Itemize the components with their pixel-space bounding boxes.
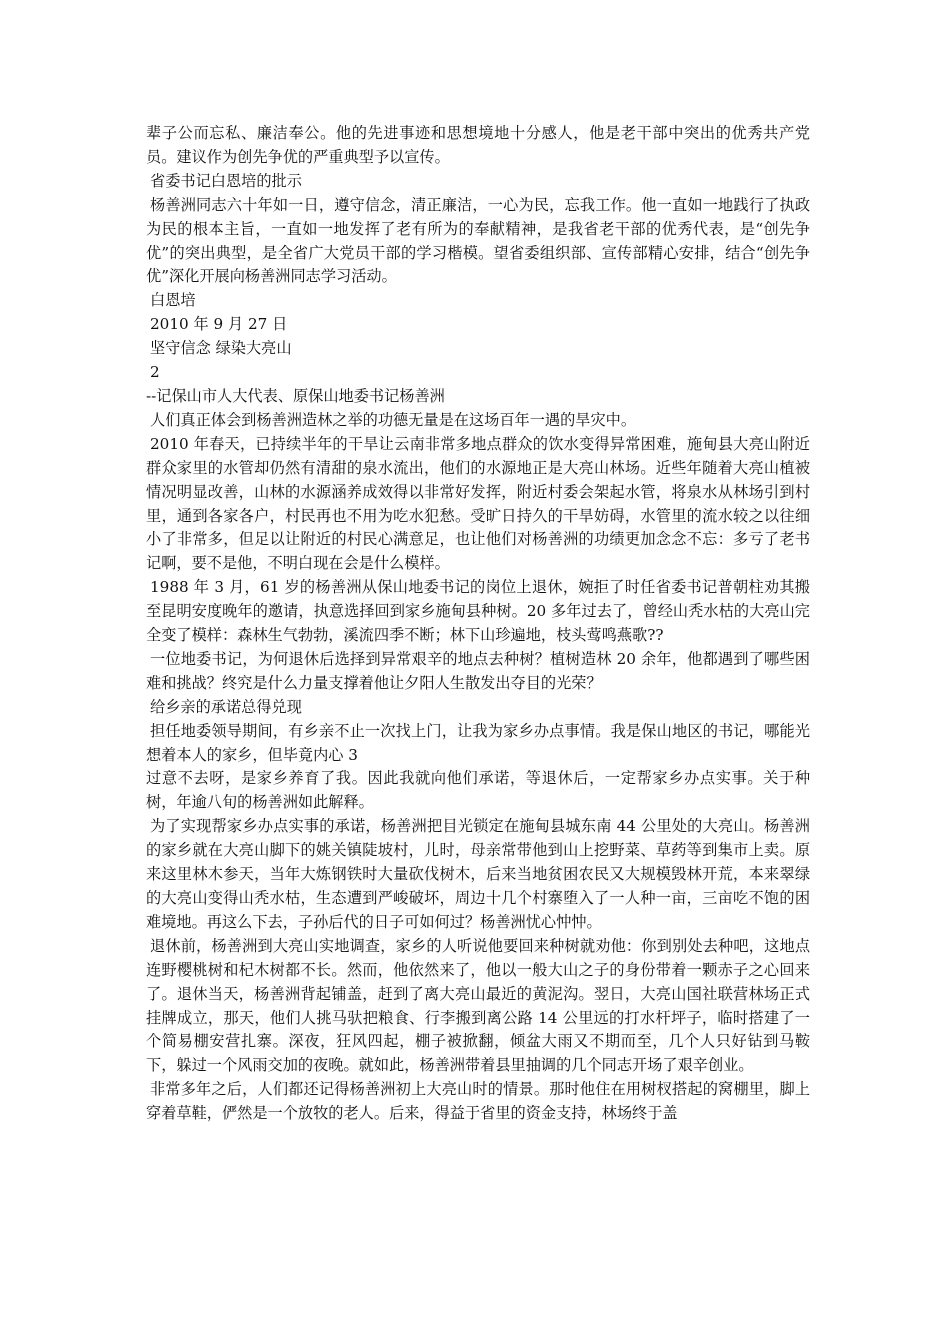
section-title: 坚守信念 绿染大亮山 <box>150 339 292 358</box>
paragraph: 省委书记白恩培的批示 <box>150 171 302 190</box>
paragraph: 过意不去呀，是家乡养育了我。因此我就向他们承诺，等退休后，一定帮家乡办点实事。关于种树，年逾八旬的杨善洲如此解释。 <box>146 769 810 812</box>
subtitle: --记保山市人大代表、原保山地委书记杨善洲 <box>146 386 445 405</box>
section-heading: 给乡亲的承诺总得兑现 <box>150 697 302 716</box>
paragraph: 1988 年 3 月，61 岁的杨善洲从保山地委书记的岗位上退休，婉拒了时任省委书记普朝柱劝其搬至昆明安度晚年的邀请，执意选择回到家乡施甸县种树。20 多年过去了，曾经山秃水枯的大亮山完全变了模样：森林生气勃勃，溪流四季不断；林下山珍遍地，枝头莺鸣燕歌?? <box>146 578 810 645</box>
paragraph: 退休前，杨善洲到大亮山实地调查，家乡的人听说他要回来种树就劝他：你到别处去种吧，这地点连野樱桃树和杞木树都不长。然而，他依然来了，他以一般大山之子的身份带着一颗赤子之心回来了。退休当天，杨善洲背起铺盖，赶到了离大亮山最近的黄泥沟。翌日，大亮山国社联营林场正式挂牌成立，那天，他们人挑马驮把粮食、行李搬到离公路 14 公里远的打水杆坪子，临时搭建了一个简易棚安营扎寨。深夜，狂风四起，棚子被掀翻，倾盆大雨又不期而至，几个人只好钻到马鞍下，躲过一个风雨交加的夜晚。就如此，杨善洲带着县里抽调的几个同志开场了艰辛创业。 <box>146 936 810 1075</box>
paragraph: 辈子公而忘私、廉洁奉公。他的先进事迹和思想境地十分感人，他是老干部中突出的优秀共产党员。建议作为创先争优的严重典型予以宣传。 <box>146 124 810 166</box>
paragraph: 担任地委领导期间，有乡亲不止一次找上门，让我为家乡办点事情。我是保山地区的书记，哪能光想着本人的家乡，但毕竟内心 3 <box>146 721 810 764</box>
paragraph: 人们真正体会到杨善洲造林之举的功德无量是在这场百年一遇的旱灾中。 <box>150 410 636 429</box>
paragraph: 非常多年之后，人们都还记得杨善洲初上大亮山时的情景。那时他住在用树杈搭起的窝棚里，脚上穿着草鞋，俨然是一个放牧的老人。后来，得益于省里的资金支持，林场终于盖 <box>146 1080 810 1123</box>
signature-date: 2010 年 9 月 27 日 <box>150 315 288 334</box>
page-number: 2 <box>150 363 160 382</box>
paragraph: 为了实现帮家乡办点实事的承诺，杨善洲把目光锁定在施甸县城东南 44 公里处的大亮山。杨善洲的家乡就在大亮山脚下的姚关镇陡坡村，儿时，母亲常带他到山上挖野菜、草药等到集市上卖。原来这里林木参天，当年大炼钢铁时大量砍伐树木，后来当地贫困农民又大规模毁林开荒，本来翠绿的大亮山变得山秃水枯，生态遭到严峻破坏，周边十几个村寨堕入了一人种一亩，三亩吃不饱的困难境地。再这么下去，子孙后代的日子可如何过？杨善洲忧心忡忡。 <box>146 817 810 931</box>
paragraph: 一位地委书记，为何退休后选择到异常艰辛的地点去种树？植树造林 20 余年，他都遇到了哪些困难和挑战？终究是什么力量支撑着他让夕阳人生散发出夺目的光荣？ <box>146 649 810 692</box>
signature-name: 白恩培 <box>150 291 196 310</box>
paragraph: 杨善洲同志六十年如一日，遵守信念，清正廉洁，一心为民，忘我工作。他一直如一地践行了执政为民的根本主旨，一直如一地发挥了老有所为的奉献精神，是我省老干部的优秀代表，是“创先争优”的突出典型，是全省广大党员干部的学习楷模。望省委组织部、宣传部精心安排，结合“创先争优”深化开展向杨善洲同志学习活动。 <box>146 195 810 286</box>
document-page <box>146 122 810 1126</box>
paragraph: 2010 年春天，已持续半年的干旱让云南非常多地点群众的饮水变得异常困难，施甸县大亮山附近群众家里的水管却仍然有清甜的泉水流出，他们的水源地正是大亮山林场。近些年随着大亮山植被情况明显改善，山林的水源涵养成效得以非常好发挥，附近村委会架起水管，将泉水从林场引到村里，通到各家各户，村民再也不用为吃水犯愁。受旷日持久的干旱妨碍，水管里的流水较之以往细小了非常多，但足以让附近的村民心满意足，也让他们对杨善洲的功绩更加念念不忘：多亏了老书记啊，要不是他，不明白现在会是什么模样。 <box>146 434 810 573</box>
